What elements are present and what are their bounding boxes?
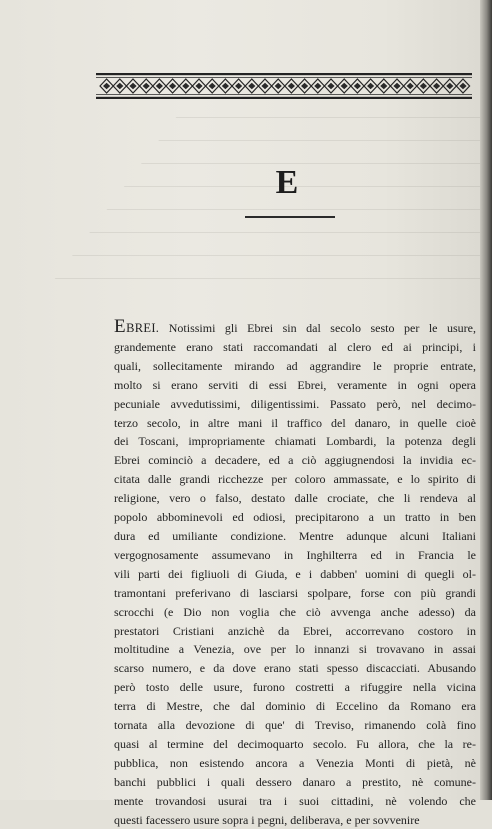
diamond-motif-center — [288, 83, 295, 89]
diamond-motif-center — [393, 83, 400, 89]
headword-initial: E — [114, 316, 127, 337]
text-line: vergognosamente assumevano in Inghilterra ed in Francia le — [114, 547, 476, 562]
diamond-motif-center — [354, 83, 361, 89]
diamond-motif-center — [433, 83, 440, 89]
text-line: dura ed umiliante condizione. Mentre adunque alcuni Italiani — [114, 528, 476, 543]
text-line: prestatori Cristiani anzichè da Ebrei, accorrevano costoro in — [114, 623, 476, 638]
chapter-letter: E — [275, 164, 299, 201]
diamond-motif-center — [261, 83, 268, 89]
text-line: citata dalle grandi ricchezze per coloro ammassate, e lo spirito di — [114, 472, 476, 487]
headword-rest: BREI. — [126, 321, 160, 335]
text-line: terzo secolo, in altre mani il traffico del danaro, in quelle cioè — [114, 415, 476, 430]
diamond-motif-center — [103, 83, 110, 89]
diamond-motif-center — [195, 83, 202, 89]
text-line: quasi al termine del decimoquarto secolo. Fu allora, che la re- — [114, 736, 476, 751]
diamond-motif-center — [209, 83, 216, 89]
text-line: però tosto delle usure, furono costretti a rifuggire nella vicina — [114, 680, 476, 695]
decorative-border — [96, 72, 472, 100]
diamond-motif-center — [222, 83, 229, 89]
diamond-motif-center — [407, 83, 414, 89]
text-line: tramontani preferivano di lasciarsi spolpare, forse con più grandi — [114, 585, 476, 600]
article-first-line — [114, 318, 476, 338]
text-line: popolo abbominevoli ed odiosi, precipitarono a un tratto in ben — [114, 510, 476, 525]
text-line: pecuniale avvedutissimi, diligentissimi. Passato però, nel decimo- — [114, 396, 476, 411]
diamond-motif-center — [182, 83, 189, 89]
diamond-motif-center — [459, 83, 466, 89]
text-line: quali, sollecitamente mirando ad aggrandire le proprie entrate, — [114, 358, 476, 373]
text-line: Ebrei cominciò a decadere, ed a ciò aggiugnendosi la invidia ec- — [114, 453, 476, 468]
text-line: grandemente erano stati raccomandati al clero ed ai principi, i — [114, 339, 476, 354]
text-line: vili parti dei figliuoli di Giuda, e i dabben' uomini di quegli ol- — [114, 566, 476, 581]
diamond-motif-center — [367, 83, 374, 89]
diamond-motif-center — [129, 83, 136, 89]
diamond-motif-center — [446, 83, 453, 89]
text-line: pubblica, non esistendo ancora a Venezia Monti di pietà, nè — [114, 755, 476, 770]
article-text — [114, 318, 476, 829]
diamond-motif-center — [248, 83, 255, 89]
diamond-motif-center — [116, 83, 123, 89]
heading-rule — [245, 216, 335, 218]
first-line-text: Notissimi gli Ebrei sin dal secolo sesto per le usure, — [168, 321, 476, 335]
page-gutter — [480, 0, 492, 800]
text-line: molto si erano serviti di essi Ebrei, veramente in ogni opera — [114, 377, 476, 392]
diamond-motif-center — [275, 83, 282, 89]
diamond-motif-center — [420, 83, 427, 89]
diamond-motif-center — [143, 83, 150, 89]
diamond-motif-center — [341, 83, 348, 89]
text-line: scarso numero, e da dove erano stati spesso discacciati. Abusando — [114, 661, 476, 676]
diamond-motif-center — [235, 83, 242, 89]
text-line: scrocchi (e Dio non voglia che ciò avvenga anche adesso) da — [114, 604, 476, 619]
text-line: tornata alla devozione di que' di Treviso, rimanendo colà fino — [114, 718, 476, 733]
diamond-motif-center — [314, 83, 321, 89]
text-line: banchi pubblici i quali dessero danaro a prestito, nè comune- — [114, 774, 476, 789]
text-line: religione, vero o falso, destato dalle crociate, che li rendeva al — [114, 491, 476, 506]
diamond-motif-center — [380, 83, 387, 89]
text-line: dei Toscani, impropriamente chiamati Lombardi, la potenza degli — [114, 434, 476, 449]
diamond-motif-center — [169, 83, 176, 89]
diamond-motif-center — [156, 83, 163, 89]
text-line: terra di Mestre, che dal dominio di Eccelino da Romano era — [114, 699, 476, 714]
text-line: moltitudine a Venezia, ove per lo innanzi si trovavano in assai — [114, 642, 476, 657]
diamond-motif-center — [301, 83, 308, 89]
text-line: questi facessero usure sopra i pegni, deliberava, e per sovvenire — [114, 812, 420, 827]
diamond-motif-center — [327, 83, 334, 89]
text-line: mente trovandosi usurai tra i suoi cittadini, nè volendo che — [114, 793, 476, 808]
